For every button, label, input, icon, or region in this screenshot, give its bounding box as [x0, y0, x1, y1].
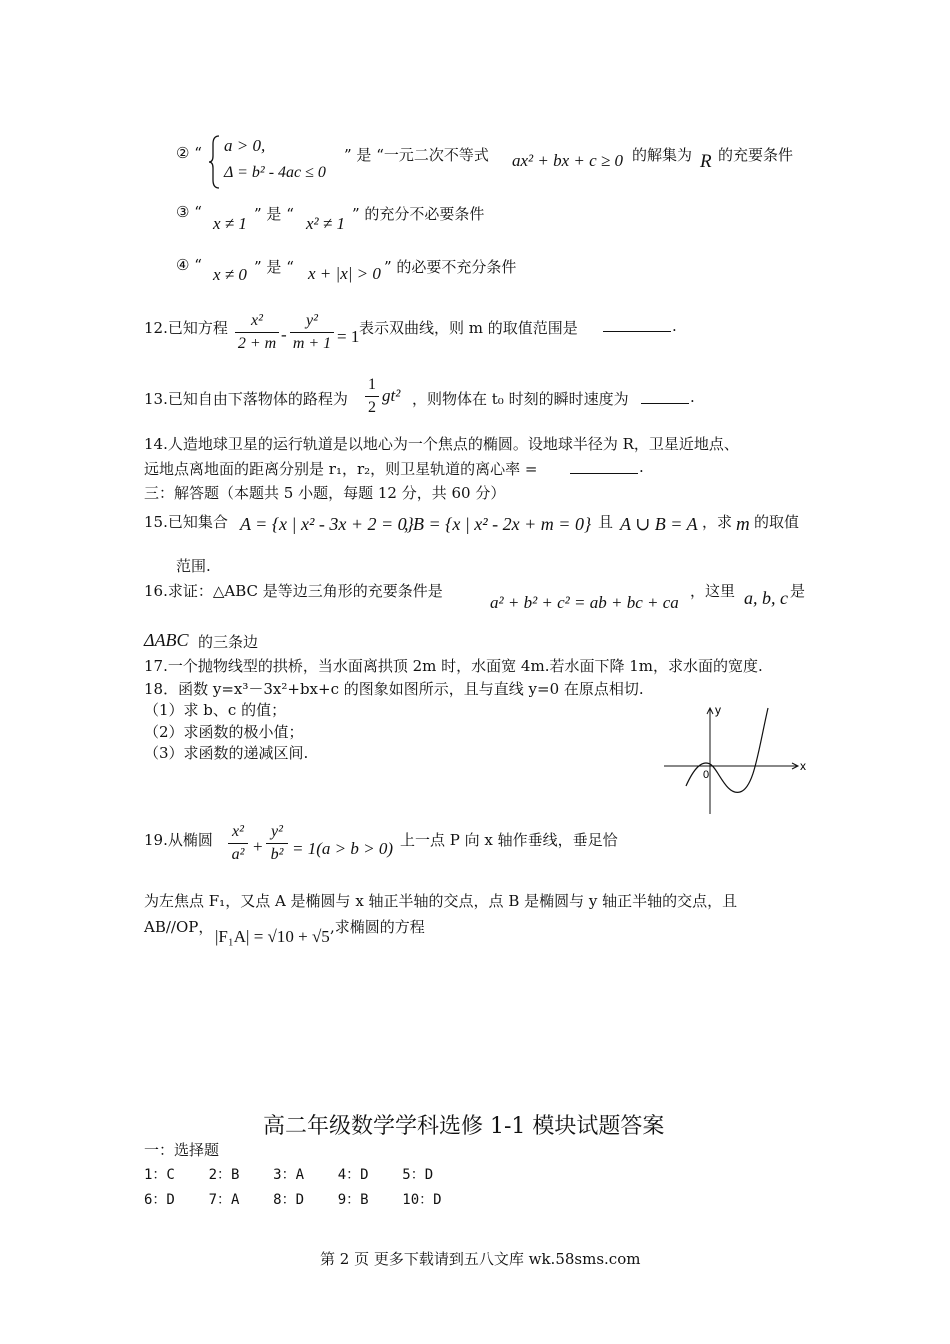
q13-gt: gt²: [382, 386, 401, 405]
q12-fraction-2-num: y²: [290, 312, 334, 333]
q13-end: .: [690, 388, 695, 406]
q16-formula: a² + b² + c² = ab + bc + ca: [490, 593, 679, 612]
q12-fraction-1: [235, 312, 279, 353]
q12-end: .: [672, 317, 677, 335]
origin-label: 0: [703, 769, 710, 781]
answers-section: 一：选择题: [144, 1141, 220, 1159]
item2-condition-1: a > 0,: [224, 136, 266, 155]
item4-mid: ” 是 “: [254, 258, 294, 276]
q16-vars: a, b, c: [744, 588, 788, 608]
q18-sub1: （1）求 b、c 的值；: [144, 701, 287, 719]
q18-sub3: （3）求函数的递减区间.: [144, 744, 309, 762]
q16-line2: 的三条边: [198, 633, 259, 651]
item3-mid: ” 是 “: [254, 205, 294, 223]
q19-fraction-2-num: y²: [266, 823, 288, 844]
q15-set-b: , B = {x | x² - 2x + m = 0}: [404, 514, 592, 534]
q15-ask: ，求: [702, 513, 733, 531]
q17-text: 17.一个抛物线型的拱桥，当水面离拱顶 2m 时，水面宽 4m.若水面下降 1m，求水面的宽度.: [144, 657, 763, 675]
q19-line3c: ,求椭圆的方程: [330, 918, 425, 936]
q19-fraction-2: [266, 823, 288, 864]
q12-eq: = 1: [337, 327, 360, 346]
q16-here: ，这里: [690, 582, 736, 600]
q19-fraction-1: [228, 823, 248, 864]
q16-triangle: ΔABC: [144, 630, 189, 650]
q15-m: m: [736, 514, 750, 535]
q14-end: .: [639, 458, 644, 476]
q12-minus: -: [281, 325, 287, 344]
q13-suffix: ，则物体在 t₀ 时刻的瞬时速度为: [412, 390, 629, 408]
item2-mid: ” 是 “一元二次不等式: [344, 146, 489, 164]
q12-fraction-1-den: 2 + m: [237, 335, 277, 352]
q12-suffix: 表示双曲线，则 m 的取值范围是: [359, 319, 578, 337]
item3-label: ③ “: [176, 203, 202, 221]
brace-icon: [208, 134, 222, 190]
q19-suffix: 上一点 P 向 x 轴作垂线，垂足恰: [400, 831, 618, 849]
y-axis-label: y: [715, 703, 721, 717]
item2-R: R: [700, 151, 712, 172]
q15-line2: 范围.: [176, 557, 211, 575]
q16-prefix: 16.求证：△ABC 是等边三角形的充要条件是: [144, 582, 443, 600]
q14-line2: 远地点离地面的距离分别是 r₁，r₂，则卫星轨道的离心率 =: [144, 460, 538, 478]
q18-sub2: （2）求函数的极小值；: [144, 723, 304, 741]
answers-row-2: 6：D 7：A 8：D 9：B 10：D: [144, 1192, 442, 1208]
q12-fraction-1-num: x²: [235, 312, 279, 333]
q19-fraction-2-den: b²: [270, 846, 284, 863]
q19-line2: 为左焦点 F₁，又点 A 是椭圆与 x 轴正半轴的交点，点 B 是椭圆与 y 轴正半轴的交点，且: [144, 892, 738, 910]
q19-fraction-1-num: x²: [228, 823, 248, 844]
q13-fraction-num: 1: [365, 376, 379, 397]
item2-tail1: 的解集为: [632, 146, 693, 164]
q13-fraction: [365, 376, 379, 417]
q13-answer-blank[interactable]: [641, 403, 689, 404]
q13-prefix: 13.已知自由下落物体的路程为: [144, 390, 348, 408]
q19-line3a: AB//OP，: [144, 918, 214, 936]
answers-title: 高二年级数学学科选修 1-1 模块试题答案: [263, 1114, 665, 1139]
q13-fraction-den: 2: [368, 399, 376, 416]
q18-function-graph: [660, 700, 810, 818]
item4-label: ④ “: [176, 256, 202, 274]
q14-answer-blank[interactable]: [570, 473, 638, 474]
q12-fraction-2: [290, 312, 334, 353]
q15-prefix: 15.已知集合: [144, 513, 228, 531]
q16-is: 是: [790, 582, 806, 600]
item4-b: x + |x| > 0: [308, 264, 381, 283]
section-3-heading: 三：解答题（本题共 5 小题，每题 12 分，共 60 分）: [144, 484, 506, 502]
item3-b: x² ≠ 1: [306, 214, 345, 233]
page-footer: 第 2 页 更多下载请到五八文库 wk.58sms.com: [320, 1250, 641, 1268]
item2-tail2: 的充要条件: [718, 146, 794, 164]
q19-plus: +: [253, 837, 263, 856]
q12-fraction-2-den: m + 1: [292, 335, 332, 352]
item3-a: x ≠ 1: [213, 214, 247, 233]
x-axis-label: x: [800, 759, 806, 773]
q19-prefix: 19.从椭圆: [144, 831, 213, 849]
q19-line3b: |F₁A| = √10 + √5: [215, 927, 330, 946]
q12-answer-blank[interactable]: [603, 331, 671, 332]
q15-and: 且: [598, 513, 614, 531]
q12-prefix: 12.已知方程: [144, 319, 228, 337]
q19-condition: = 1(a > b > 0): [292, 839, 393, 858]
q15-tail: 的取值: [754, 513, 800, 531]
item3-tail: ” 的充分不必要条件: [352, 205, 485, 223]
q15-set-a: A = {x | x² - 3x + 2 = 0}: [240, 514, 414, 534]
item4-tail: ” 的必要不充分条件: [384, 258, 517, 276]
item2-condition-2: Δ = b² - 4ac ≤ 0: [224, 164, 326, 181]
q18-line: 18．函数 y=x³－3x²+bx+c 的图象如图所示，且与直线 y=0 在原点相切.: [144, 680, 644, 698]
item2-label: ② “: [176, 144, 202, 162]
q14-line1: 14.人造地球卫星的运行轨道是以地心为一个焦点的椭圆。设地球半径为 R，卫星近地点、: [144, 435, 739, 453]
item4-a: x ≠ 0: [213, 265, 247, 284]
answers-row-1: 1：C 2：B 3：A 4：D 5：D: [144, 1167, 434, 1183]
q15-union: A ∪ B = A: [620, 514, 698, 534]
item2-inequality: ax² + bx + c ≥ 0: [512, 151, 624, 170]
q19-fraction-1-den: a²: [231, 846, 245, 863]
cubic-curve: [686, 708, 768, 792]
